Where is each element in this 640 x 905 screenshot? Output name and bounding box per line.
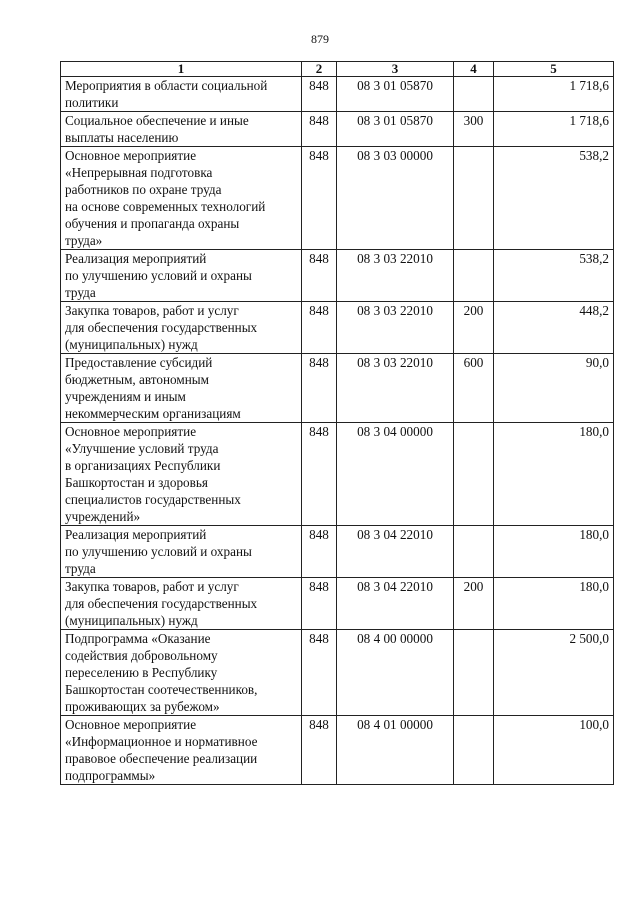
table-row xyxy=(61,250,614,302)
header-col-3: 3 xyxy=(337,62,454,77)
row-expense-type-cell xyxy=(454,77,494,112)
header-col-2: 2 xyxy=(302,62,337,77)
row-expense-type-cell xyxy=(454,423,494,526)
row-admin-code-cell: 848 xyxy=(302,77,337,112)
row-name-cell: Закупка товаров, работ и услуг для обеспечения государственных (муниципальных) нужд xyxy=(61,302,302,354)
page-number: 879 xyxy=(311,32,329,46)
row-amount-cell: 538,2 xyxy=(494,147,614,250)
table-header xyxy=(61,62,614,77)
table-row xyxy=(61,302,614,354)
table-row xyxy=(61,112,614,147)
row-admin-code-cell: 848 xyxy=(302,630,337,716)
row-amount-cell: 180,0 xyxy=(494,423,614,526)
row-admin-code-cell: 848 xyxy=(302,354,337,423)
row-name-cell: Подпрограмма «Оказание содействия добровольному переселению в Республику Башкортостан соотечественников, проживающих за рубежом» xyxy=(61,630,302,716)
row-expense-type-cell xyxy=(454,526,494,578)
table-row xyxy=(61,354,614,423)
row-amount-cell: 1 718,6 xyxy=(494,112,614,147)
row-target-code-cell: 08 3 03 22010 xyxy=(337,354,454,423)
row-expense-type-cell xyxy=(454,716,494,785)
row-admin-code-cell: 848 xyxy=(302,526,337,578)
row-target-code-cell: 08 3 01 05870 xyxy=(337,112,454,147)
row-amount-cell: 2 500,0 xyxy=(494,630,614,716)
table-body xyxy=(61,77,614,785)
row-name-cell: Закупка товаров, работ и услуг для обеспечения государственных (муниципальных) нужд xyxy=(61,578,302,630)
table-row xyxy=(61,716,614,785)
row-target-code-cell: 08 3 03 22010 xyxy=(337,302,454,354)
header-col-5: 5 xyxy=(494,62,614,77)
row-amount-cell: 538,2 xyxy=(494,250,614,302)
row-expense-type-cell: 300 xyxy=(454,112,494,147)
row-name-cell: Социальное обеспечение и иные выплаты населению xyxy=(61,112,302,147)
row-name-cell: Предоставление субсидий бюджетным, автономным учреждениям и иным некоммерческим организациям xyxy=(61,354,302,423)
table-row xyxy=(61,423,614,526)
row-admin-code-cell: 848 xyxy=(302,578,337,630)
row-amount-cell: 90,0 xyxy=(494,354,614,423)
row-target-code-cell: 08 3 04 22010 xyxy=(337,578,454,630)
row-amount-cell: 180,0 xyxy=(494,526,614,578)
header-col-1: 1 xyxy=(61,62,302,77)
row-admin-code-cell: 848 xyxy=(302,112,337,147)
row-expense-type-cell: 600 xyxy=(454,354,494,423)
row-expense-type-cell: 200 xyxy=(454,578,494,630)
budget-table xyxy=(60,61,614,785)
row-admin-code-cell: 848 xyxy=(302,423,337,526)
row-target-code-cell: 08 4 00 00000 xyxy=(337,630,454,716)
row-amount-cell: 448,2 xyxy=(494,302,614,354)
row-expense-type-cell xyxy=(454,147,494,250)
row-name-cell: Мероприятия в области социальной политики xyxy=(61,77,302,112)
table-row xyxy=(61,77,614,112)
row-admin-code-cell: 848 xyxy=(302,716,337,785)
row-name-cell: Основное мероприятие «Улучшение условий труда в организациях Республики Башкортостан и здоровья специалистов государственных учреждений» xyxy=(61,423,302,526)
row-expense-type-cell xyxy=(454,250,494,302)
row-target-code-cell: 08 4 01 00000 xyxy=(337,716,454,785)
row-expense-type-cell xyxy=(454,630,494,716)
row-target-code-cell: 08 3 03 00000 xyxy=(337,147,454,250)
row-target-code-cell: 08 3 03 22010 xyxy=(337,250,454,302)
row-admin-code-cell: 848 xyxy=(302,147,337,250)
row-admin-code-cell: 848 xyxy=(302,250,337,302)
row-amount-cell: 100,0 xyxy=(494,716,614,785)
row-expense-type-cell: 200 xyxy=(454,302,494,354)
header-row xyxy=(61,62,614,77)
header-col-4: 4 xyxy=(454,62,494,77)
row-name-cell: Реализация мероприятий по улучшению условий и охраны труда xyxy=(61,250,302,302)
row-name-cell: Основное мероприятие «Непрерывная подготовка работников по охране труда на основе современных технологий обучения и пропаганда охраны труда» xyxy=(61,147,302,250)
row-name-cell: Основное мероприятие «Информационное и нормативное правовое обеспечение реализации подпрограммы» xyxy=(61,716,302,785)
row-target-code-cell: 08 3 01 05870 xyxy=(337,77,454,112)
row-admin-code-cell: 848 xyxy=(302,302,337,354)
table-row xyxy=(61,630,614,716)
table-row xyxy=(61,526,614,578)
row-amount-cell: 1 718,6 xyxy=(494,77,614,112)
row-target-code-cell: 08 3 04 22010 xyxy=(337,526,454,578)
row-amount-cell: 180,0 xyxy=(494,578,614,630)
table-row xyxy=(61,147,614,250)
row-target-code-cell: 08 3 04 00000 xyxy=(337,423,454,526)
row-name-cell: Реализация мероприятий по улучшению условий и охраны труда xyxy=(61,526,302,578)
table-row xyxy=(61,578,614,630)
